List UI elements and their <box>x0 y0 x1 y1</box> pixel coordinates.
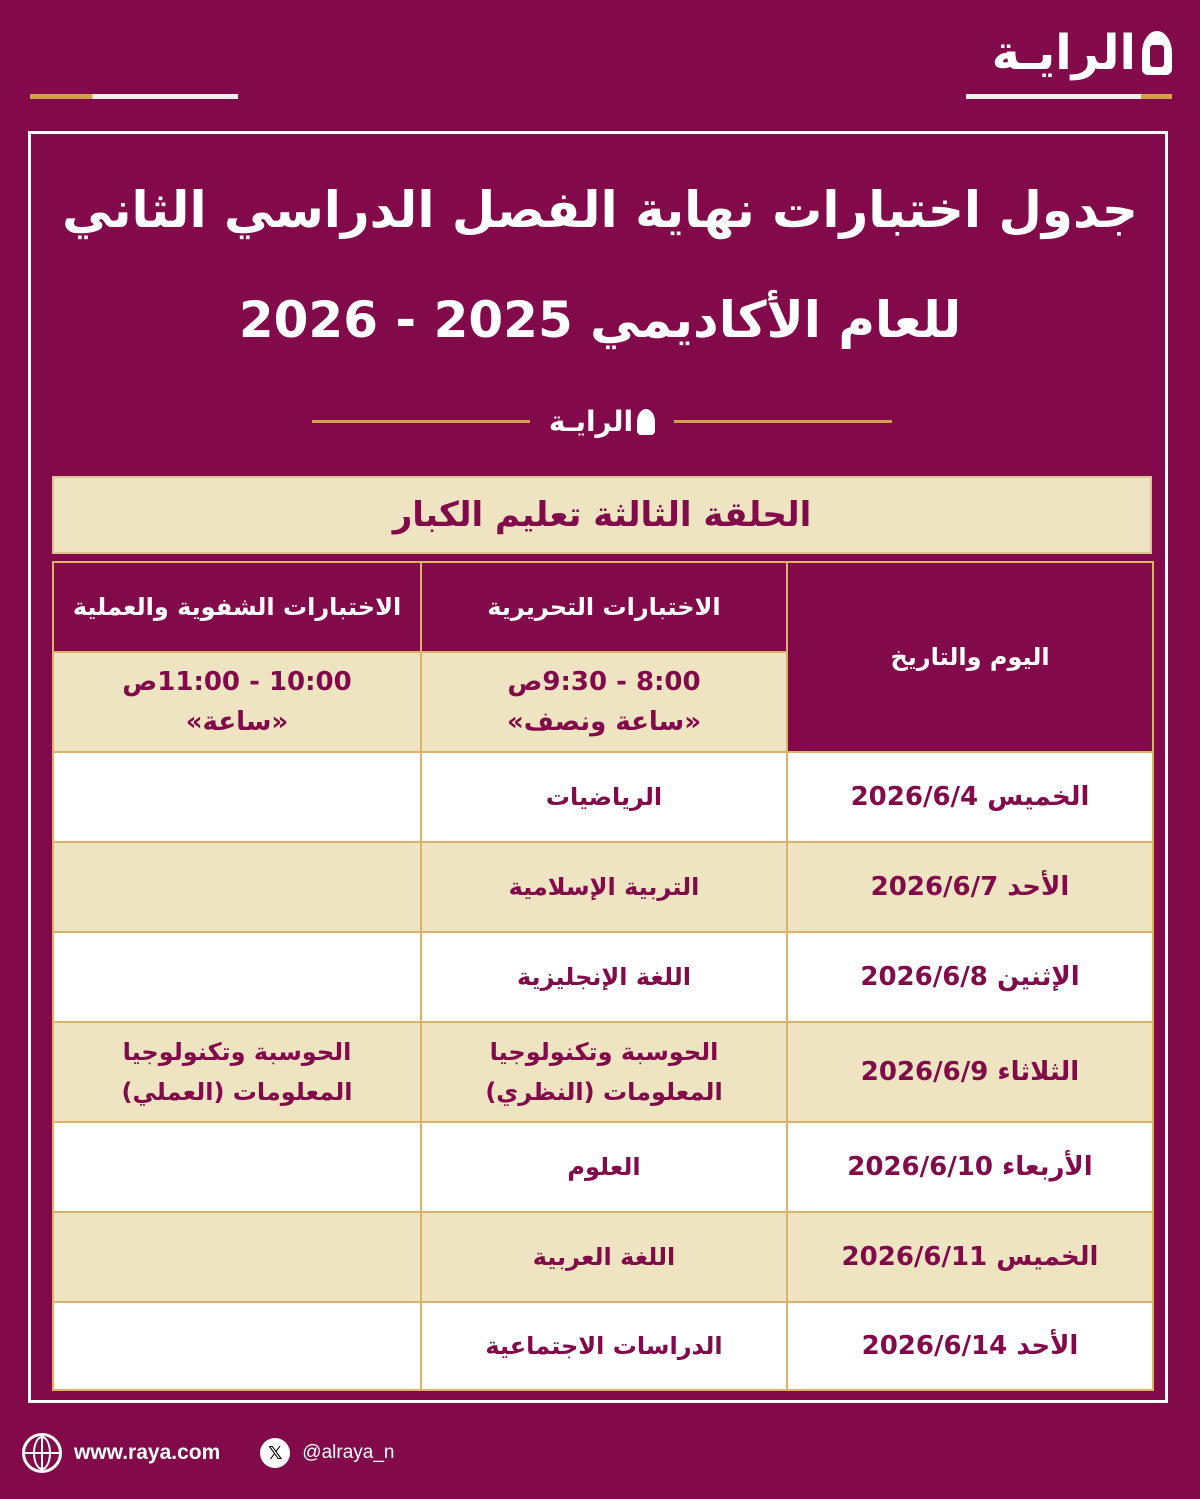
emblem-icon <box>1142 31 1172 75</box>
emblem-icon <box>637 409 655 435</box>
oral-subject-cell <box>53 1302 421 1390</box>
title-line-2: للعام الأكاديمي 2025 - 2026 <box>238 291 962 349</box>
day-date-cell: الخميس 2026/6/11 <box>787 1212 1153 1302</box>
divider-line-left <box>312 420 530 423</box>
oral-time: 10:00 - 11:00ص <box>122 667 352 697</box>
written-time-cell <box>421 652 787 752</box>
section-title: الحلقة الثالثة تعليم الكبار <box>52 476 1152 554</box>
website-link[interactable]: www.raya.com <box>74 1441 221 1464</box>
oral-subject-line-2: المعلومات (العملي) <box>121 1078 353 1106</box>
written-duration: «ساعة ونصف» <box>506 707 701 737</box>
header-oral-exams: الاختبارات الشفوية والعملية <box>53 562 421 652</box>
written-subject-cell <box>421 1022 787 1122</box>
table-row <box>53 752 1153 842</box>
table-row <box>53 932 1153 1022</box>
written-subject-cell <box>421 842 787 932</box>
top-right-divider <box>966 94 1172 99</box>
brand-logo-small <box>542 402 662 442</box>
oral-subject-cell <box>53 752 421 842</box>
oral-subject-cell <box>53 932 421 1022</box>
day-date-cell: الأحد 2026/6/7 <box>787 842 1153 932</box>
header-written-exams: الاختبارات التحريرية <box>421 562 787 652</box>
table-row <box>53 842 1153 932</box>
brand-logo-text: الرايـة <box>991 25 1136 81</box>
written-subject: العلوم <box>567 1153 641 1181</box>
divider-line-right <box>674 420 892 423</box>
oral-subject-line-1: الحوسبة وتكنولوجيا <box>122 1038 352 1066</box>
page-title <box>30 155 1170 375</box>
oral-subject-cell <box>53 842 421 932</box>
day-date-cell: الخميس 2026/6/4 <box>787 752 1153 842</box>
header-day-date: اليوم والتاريخ <box>787 562 1153 752</box>
day-date-cell: الأربعاء 2026/6/10 <box>787 1122 1153 1212</box>
oral-subject-cell <box>53 1212 421 1302</box>
table-row <box>53 1022 1153 1122</box>
written-subject-cell <box>421 1302 787 1390</box>
table-row <box>53 1122 1153 1212</box>
day-date-cell: الأحد 2026/6/14 <box>787 1302 1153 1390</box>
exam-schedule-table <box>52 561 1154 1391</box>
top-left-divider <box>30 94 238 99</box>
written-time: 8:00 - 9:30ص <box>507 667 701 697</box>
written-subject-cell <box>421 1212 787 1302</box>
social-handle[interactable]: @alraya_n <box>302 1442 395 1463</box>
written-subject-cell <box>421 1122 787 1212</box>
oral-duration: «ساعة» <box>185 707 289 737</box>
written-subject: اللغة العربية <box>532 1243 676 1271</box>
logo-divider <box>312 398 892 446</box>
written-subject-cell <box>421 932 787 1022</box>
globe-icon <box>22 1433 62 1473</box>
table-row <box>53 1302 1153 1390</box>
written-subject: التربية الإسلامية <box>508 873 700 901</box>
written-subject: الدراسات الاجتماعية <box>485 1332 723 1360</box>
footer <box>22 1428 394 1478</box>
brand-logo <box>992 22 1172 84</box>
written-subject-cell <box>421 752 787 842</box>
oral-time-cell <box>53 652 421 752</box>
x-icon[interactable]: 𝕏 <box>260 1438 290 1468</box>
written-subject: اللغة الإنجليزية <box>517 963 691 991</box>
written-subject-line-2: المعلومات (النظري) <box>485 1078 723 1106</box>
written-subject-line-1: الحوسبة وتكنولوجيا <box>489 1038 719 1066</box>
oral-subject-cell <box>53 1022 421 1122</box>
title-line-1: جدول اختبارات نهاية الفصل الدراسي الثاني <box>62 181 1138 239</box>
day-date-cell: الإثنين 2026/6/8 <box>787 932 1153 1022</box>
written-subject: الرياضيات <box>545 783 663 811</box>
day-date-cell: الثلاثاء 2026/6/9 <box>787 1022 1153 1122</box>
oral-subject-cell <box>53 1122 421 1212</box>
brand-logo-small-text: الرايـة <box>548 405 634 438</box>
table-row <box>53 1212 1153 1302</box>
